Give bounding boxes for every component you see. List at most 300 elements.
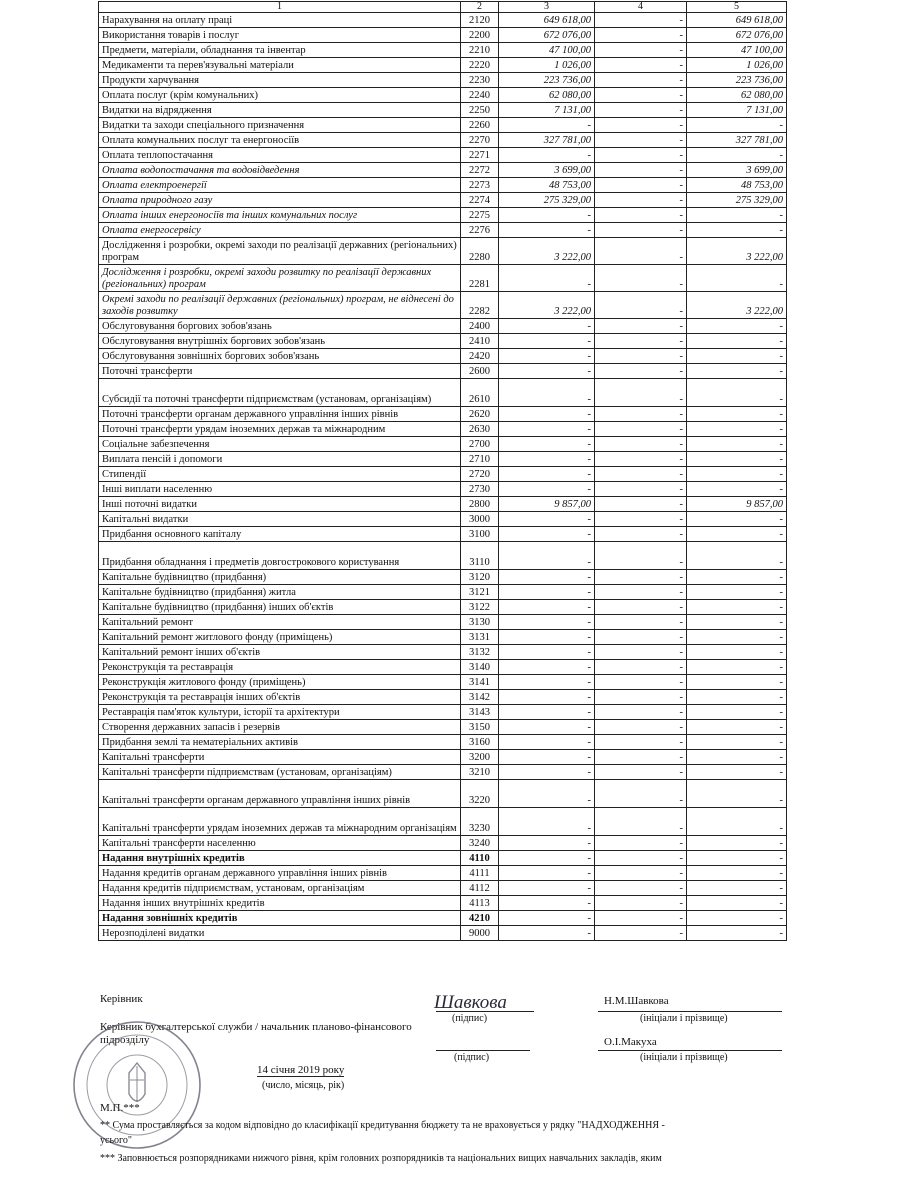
table-row [99,497,787,512]
line-item-name: Субсидії та поточні трансферти підприємствам (установам, організаціям) [99,379,461,407]
line-item-name: Капітальні трансферти органам державного управління інших рівнів [99,780,461,808]
table-row [99,645,787,660]
table-header-row [99,2,787,13]
amount-col3: - [499,720,595,735]
amount-col4: - [595,407,687,422]
line-item-code: 4110 [461,851,499,866]
svg-text:Шавкова: Шавкова [434,992,507,1013]
line-item-code: 2700 [461,437,499,452]
line-item-code: 2620 [461,407,499,422]
amount-col5: 3 222,00 [687,292,787,319]
amount-col3: - [499,765,595,780]
table-row [99,334,787,349]
line-item-name: Предмети, матеріали, обладнання та інвентар [99,43,461,58]
line-item-name: Капітальне будівництво (придбання) [99,570,461,585]
line-item-code: 2730 [461,482,499,497]
table-row [99,118,787,133]
amount-col3: - [499,926,595,941]
accountant-signature-line [436,1050,530,1051]
line-item-name: Реконструкція житлового фонду (приміщень) [99,675,461,690]
line-item-name: Оплата послуг (крім комунальних) [99,88,461,103]
amount-col5: - [687,364,787,379]
table-row [99,735,787,750]
line-item-name: Надання внутрішніх кредитів [99,851,461,866]
amount-col4: - [595,133,687,148]
line-item-name: Капітальний ремонт інших об'єктів [99,645,461,660]
line-item-name: Обслуговування зовнішніх боргових зобов'язань [99,349,461,364]
amount-col5: 47 100,00 [687,43,787,58]
amount-col5: - [687,148,787,163]
amount-col4: - [595,600,687,615]
line-item-name: Капітальні трансферти підприємствам (установам, організаціям) [99,765,461,780]
amount-col4: - [595,379,687,407]
line-item-name: Видатки та заходи спеціального призначення [99,118,461,133]
amount-col4: - [595,705,687,720]
table-row [99,148,787,163]
line-item-code: 3141 [461,675,499,690]
column-header: 4 [595,2,687,13]
line-item-name: Оплата інших енергоносіїв та інших комунальних послуг [99,208,461,223]
table-row [99,527,787,542]
amount-col5: 672 076,00 [687,28,787,43]
table-row [99,13,787,28]
amount-col5: - [687,765,787,780]
amount-col4: - [595,735,687,750]
table-row [99,780,787,808]
amount-col4: - [595,660,687,675]
accountant-label-cont: підрозділу [100,1034,150,1046]
amount-col3: 62 080,00 [499,88,595,103]
line-item-code: 3000 [461,512,499,527]
footnote-1: ** Сума проставляється за кодом відповідно до класифікації кредитування бюджету та не враховується у рядку "НАДХОДЖЕННЯ - [100,1120,665,1131]
amount-col4: - [595,28,687,43]
line-item-code: 3230 [461,808,499,836]
amount-col5: 48 753,00 [687,178,787,193]
amount-col4: - [595,265,687,292]
amount-col5: - [687,334,787,349]
amount-col4: - [595,911,687,926]
table-row [99,133,787,148]
table-row [99,720,787,735]
accountant-name-line [598,1050,782,1051]
amount-col4: - [595,926,687,941]
line-item-name: Продукти харчування [99,73,461,88]
table-row [99,265,787,292]
amount-col3: - [499,542,595,570]
line-item-name: Капітальні трансферти урядам іноземних держав та міжнародним організаціям [99,808,461,836]
line-item-code: 3140 [461,660,499,675]
line-item-code: 2610 [461,379,499,407]
table-row [99,238,787,265]
line-item-code: 3120 [461,570,499,585]
amount-col4: - [595,319,687,334]
amount-col3: 649 618,00 [499,13,595,28]
amount-col3: - [499,467,595,482]
line-item-code: 3132 [461,645,499,660]
table-row [99,364,787,379]
line-item-code: 3220 [461,780,499,808]
amount-col4: - [595,334,687,349]
amount-col5: - [687,705,787,720]
line-item-code: 2260 [461,118,499,133]
table-row [99,808,787,836]
column-header: 1 [99,2,461,13]
table-row [99,422,787,437]
line-item-code: 2270 [461,133,499,148]
amount-col4: - [595,750,687,765]
line-item-code: 2273 [461,178,499,193]
amount-col4: - [595,585,687,600]
line-item-code: 3210 [461,765,499,780]
line-item-code: 2280 [461,238,499,265]
amount-col4: - [595,118,687,133]
amount-col4: - [595,527,687,542]
amount-col5: 3 699,00 [687,163,787,178]
amount-col3: - [499,422,595,437]
amount-col4: - [595,866,687,881]
accountant-name: О.І.Макуха [604,1036,657,1048]
line-item-name: Нарахування на оплату праці [99,13,461,28]
table-row [99,452,787,467]
amount-col4: - [595,497,687,512]
amount-col5: - [687,407,787,422]
amount-col4: - [595,570,687,585]
table-row [99,467,787,482]
amount-col3: - [499,780,595,808]
head-name: Н.М.Шавкова [604,995,669,1007]
amount-col3: 672 076,00 [499,28,595,43]
table-row [99,881,787,896]
amount-col4: - [595,690,687,705]
head-name-line [598,1011,782,1012]
table-row [99,178,787,193]
table-row [99,512,787,527]
amount-col5: - [687,265,787,292]
amount-col4: - [595,364,687,379]
amount-col5: - [687,780,787,808]
line-item-code: 2275 [461,208,499,223]
amount-col4: - [595,88,687,103]
table-row [99,73,787,88]
expenditure-table [98,1,787,941]
amount-col5: - [687,720,787,735]
table-row [99,705,787,720]
amount-col3: 7 131,00 [499,103,595,118]
line-item-name: Нерозподілені видатки [99,926,461,941]
line-item-name: Поточні трансферти органам державного управління інших рівнів [99,407,461,422]
amount-col5: - [687,926,787,941]
line-item-code: 2274 [461,193,499,208]
amount-col5: - [687,379,787,407]
line-item-code: 3160 [461,735,499,750]
column-header: 3 [499,2,595,13]
amount-col3: 47 100,00 [499,43,595,58]
line-item-name: Соціальне забезпечення [99,437,461,452]
amount-col4: - [595,13,687,28]
line-item-name: Використання товарів і послуг [99,28,461,43]
table-row [99,896,787,911]
amount-col4: - [595,58,687,73]
table-row [99,208,787,223]
amount-col4: - [595,808,687,836]
amount-col5: - [687,836,787,851]
amount-col3: - [499,527,595,542]
amount-col4: - [595,851,687,866]
footnote-2: *** Заповнюється розпорядниками нижчого рівня, крім головних розпорядників та національних вищих навчальних закладів, яким [100,1153,662,1164]
table-row [99,163,787,178]
amount-col5: - [687,223,787,238]
line-item-code: 2120 [461,13,499,28]
table-row [99,58,787,73]
amount-col5: 649 618,00 [687,13,787,28]
line-item-name: Видатки на відрядження [99,103,461,118]
amount-col4: - [595,482,687,497]
line-item-name: Оплата теплопостачання [99,148,461,163]
amount-col5: - [687,319,787,334]
line-item-code: 2400 [461,319,499,334]
line-item-code: 2276 [461,223,499,238]
line-item-code: 2240 [461,88,499,103]
amount-col4: - [595,193,687,208]
table-row [99,193,787,208]
amount-col5: - [687,452,787,467]
line-item-name: Виплата пенсій і допомоги [99,452,461,467]
line-item-name: Поточні трансферти [99,364,461,379]
line-item-name: Капітальні трансферти [99,750,461,765]
accountant-name-caption: (ініціали і прізвище) [640,1052,728,1063]
table-row [99,43,787,58]
table-row [99,600,787,615]
amount-col5: - [687,896,787,911]
line-item-code: 2230 [461,73,499,88]
amount-col3: 3 699,00 [499,163,595,178]
table-row [99,379,787,407]
line-item-name: Капітальне будівництво (придбання) інших об'єктів [99,600,461,615]
line-item-name: Медикаменти та перев'язувальні матеріали [99,58,461,73]
line-item-name: Придбання основного капіталу [99,527,461,542]
amount-col3: - [499,615,595,630]
amount-col4: - [595,208,687,223]
amount-col5: - [687,615,787,630]
line-item-name: Реконструкція та реставрація інших об'єктів [99,690,461,705]
amount-col5: - [687,660,787,675]
line-item-code: 3122 [461,600,499,615]
table-row [99,292,787,319]
amount-col3: 3 222,00 [499,292,595,319]
line-item-name: Реконструкція та реставрація [99,660,461,675]
table-row [99,28,787,43]
amount-col5: 7 131,00 [687,103,787,118]
amount-col3: - [499,148,595,163]
line-item-code: 2220 [461,58,499,73]
amount-col5: - [687,437,787,452]
amount-col5: - [687,422,787,437]
amount-col3: - [499,675,595,690]
amount-col3: - [499,660,595,675]
amount-col5: - [687,881,787,896]
amount-col4: - [595,675,687,690]
amount-col3: - [499,851,595,866]
line-item-code: 3100 [461,527,499,542]
amount-col4: - [595,238,687,265]
report-date: 14 січня 2019 року [257,1064,345,1076]
amount-col4: - [595,73,687,88]
amount-col5: 9 857,00 [687,497,787,512]
line-item-name: Капітальний ремонт житлового фонду (приміщень) [99,630,461,645]
accountant-label: Керівник бухгалтерської служби / начальник планово-фінансового [100,1021,412,1033]
amount-col3: 327 781,00 [499,133,595,148]
amount-col5: - [687,118,787,133]
amount-col3: - [499,911,595,926]
amount-col5: 3 222,00 [687,238,787,265]
amount-col3: - [499,349,595,364]
amount-col5: 1 026,00 [687,58,787,73]
amount-col3: - [499,118,595,133]
line-item-code: 2281 [461,265,499,292]
amount-col3: - [499,452,595,467]
amount-col3: - [499,407,595,422]
amount-col5: - [687,851,787,866]
head-label: Керівник [100,993,143,1005]
amount-col3: - [499,896,595,911]
line-item-name: Створення державних запасів і резервів [99,720,461,735]
amount-col3: 3 222,00 [499,238,595,265]
table-row [99,585,787,600]
amount-col4: - [595,881,687,896]
amount-col4: - [595,148,687,163]
table-row [99,866,787,881]
line-item-name: Дослідження і розробки, окремі заходи по реалізації державних (регіональних) програм [99,238,461,265]
line-item-name: Реставрація пам'яток культури, історії та архітектури [99,705,461,720]
table-row [99,482,787,497]
line-item-code: 3110 [461,542,499,570]
table-row [99,630,787,645]
line-item-code: 4112 [461,881,499,896]
amount-col3: - [499,512,595,527]
table-row [99,349,787,364]
line-item-name: Обслуговування внутрішніх боргових зобов'язань [99,334,461,349]
amount-col4: - [595,223,687,238]
line-item-code: 2600 [461,364,499,379]
amount-col3: - [499,645,595,660]
amount-col5: 62 080,00 [687,88,787,103]
amount-col3: - [499,334,595,349]
amount-col3: - [499,881,595,896]
amount-col3: 223 736,00 [499,73,595,88]
amount-col5: - [687,750,787,765]
line-item-code: 4111 [461,866,499,881]
amount-col5: - [687,467,787,482]
amount-col5: - [687,808,787,836]
amount-col3: - [499,866,595,881]
line-item-name: Капітальні видатки [99,512,461,527]
line-item-code: 2720 [461,467,499,482]
amount-col5: - [687,512,787,527]
line-item-code: 3130 [461,615,499,630]
line-item-code: 3240 [461,836,499,851]
line-item-name: Окремі заходи по реалізації державних (регіональних) програм, не віднесені до заходів розвитку [99,292,461,319]
amount-col5: 223 736,00 [687,73,787,88]
amount-col5: - [687,208,787,223]
line-item-code: 2271 [461,148,499,163]
line-item-name: Надання зовнішніх кредитів [99,911,461,926]
amount-col4: - [595,630,687,645]
amount-col3: - [499,630,595,645]
accountant-sign-caption: (підпис) [454,1052,490,1063]
line-item-name: Інші виплати населенню [99,482,461,497]
line-item-code: 4210 [461,911,499,926]
amount-col3: - [499,600,595,615]
amount-col4: - [595,349,687,364]
amount-col4: - [595,422,687,437]
amount-col3: - [499,364,595,379]
amount-col3: 9 857,00 [499,497,595,512]
line-item-code: 3121 [461,585,499,600]
amount-col4: - [595,512,687,527]
amount-col5: - [687,542,787,570]
head-signature-line [436,1011,534,1012]
line-item-code: 2250 [461,103,499,118]
line-item-code: 9000 [461,926,499,941]
line-item-name: Обслуговування боргових зобов'язань [99,319,461,334]
line-item-name: Капітальні трансферти населенню [99,836,461,851]
table-row [99,88,787,103]
amount-col3: - [499,437,595,452]
footnote-1-cont: усього" [100,1135,132,1146]
amount-col4: - [595,437,687,452]
line-item-name: Оплата комунальних послуг та енергоносіїв [99,133,461,148]
amount-col5: - [687,570,787,585]
table-row [99,660,787,675]
amount-col4: - [595,542,687,570]
amount-col4: - [595,467,687,482]
amount-col4: - [595,103,687,118]
amount-col5: - [687,645,787,660]
table-row [99,750,787,765]
amount-col3: - [499,570,595,585]
line-item-name: Капітальне будівництво (придбання) житла [99,585,461,600]
amount-col3: 1 026,00 [499,58,595,73]
line-item-code: 2272 [461,163,499,178]
line-item-name: Надання кредитів підприємствам, установам, організаціям [99,881,461,896]
table-row [99,836,787,851]
amount-col5: - [687,527,787,542]
line-item-code: 3200 [461,750,499,765]
amount-col5: - [687,585,787,600]
line-item-name: Оплата електроенергії [99,178,461,193]
amount-col3: - [499,585,595,600]
amount-col4: - [595,720,687,735]
amount-col3: - [499,223,595,238]
line-item-name: Оплата природного газу [99,193,461,208]
amount-col3: - [499,319,595,334]
line-item-name: Оплата водопостачання та водовідведення [99,163,461,178]
line-item-code: 2420 [461,349,499,364]
table-row [99,911,787,926]
line-item-name: Поточні трансферти урядам іноземних держав та міжнародним [99,422,461,437]
amount-col4: - [595,43,687,58]
line-item-code: 2630 [461,422,499,437]
line-item-code: 2282 [461,292,499,319]
amount-col5: - [687,600,787,615]
amount-col5: - [687,482,787,497]
line-item-code: 3142 [461,690,499,705]
amount-col4: - [595,836,687,851]
line-item-code: 2800 [461,497,499,512]
line-item-code: 3143 [461,705,499,720]
amount-col3: - [499,808,595,836]
table-row [99,223,787,238]
